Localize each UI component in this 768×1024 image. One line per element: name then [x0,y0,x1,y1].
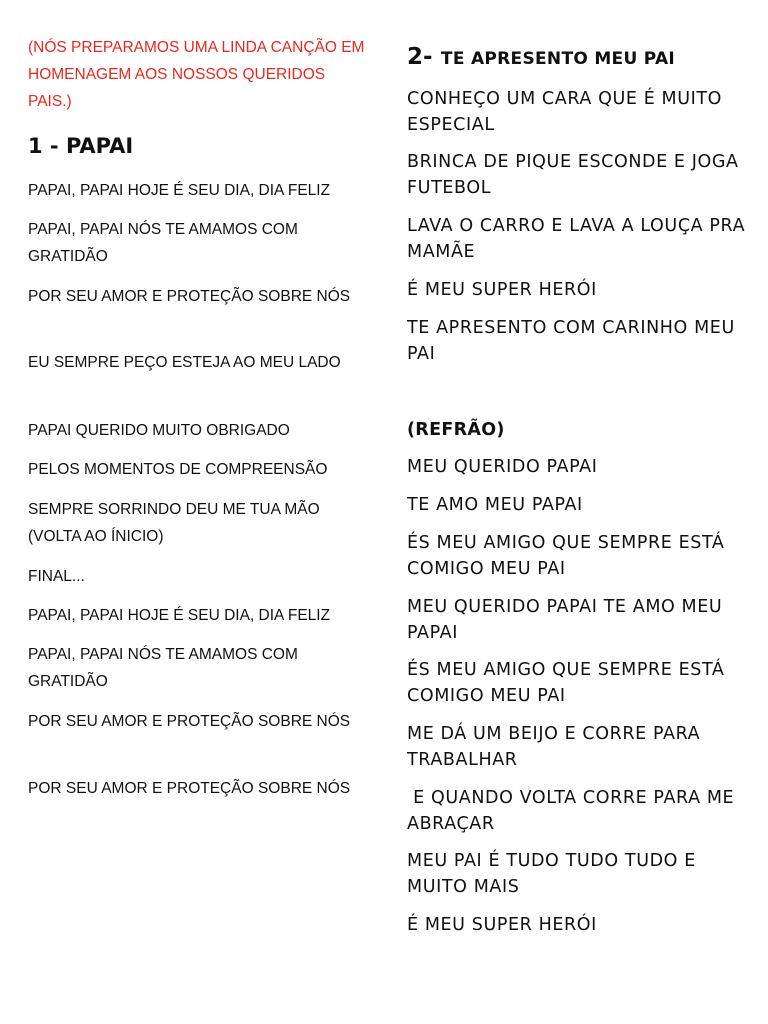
lyric-line: É MEU SUPER HERÓI [407,280,597,300]
lyric-line: SEMPRE SORRINDO DEU ME TUA MÃO (VOLTA AO ÍNICIO) [28,501,320,545]
lyric-line: POR SEU AMOR E PROTEÇÃO SOBRE NÓS [28,288,351,305]
song-title-text: TE APRESENTO MEU PAI [440,49,676,69]
lyric-line: PAPAI QUERIDO MUITO OBRIGADO [28,422,290,439]
lyric-line: POR SEU AMOR E PROTEÇÃO SOBRE NÓS [28,713,351,730]
refrao-line: ÉS MEU AMIGO QUE SEMPRE ESTÁ COMIGO MEU PAI [407,533,725,579]
lyric-line: PAPAI, PAPAI NÓS TE AMAMOS COM GRATIDÃO [28,646,298,690]
lyric-line: EU SEMPRE PEÇO ESTEJA AO MEU LADO [28,354,341,371]
lyric-line: TE APRESENTO COM CARINHO MEU PAI [407,318,735,364]
song-title-te-apresento [407,40,675,75]
lyric-line: POR SEU AMOR E PROTEÇÃO SOBRE NÓS [28,780,351,797]
refrao-line: MEU PAI É TUDO TUDO TUDO E MUITO MAIS [407,851,696,897]
refrao-line: ÉS MEU AMIGO QUE SEMPRE ESTÁ COMIGO MEU PAI [407,660,725,706]
lyric-line: PAPAI, PAPAI HOJE É SEU DIA, DIA FELIZ [28,607,331,624]
refrao-line: MEU QUERIDO PAPAI TE AMO MEU PAPAI [407,597,723,643]
song-number: 2- [407,44,433,70]
lyric-line: PAPAI, PAPAI NÓS TE AMAMOS COM GRATIDÃO [28,221,298,265]
refrao-line: TE AMO MEU PAPAI [407,495,583,515]
refrao-line: E QUANDO VOLTA CORRE PARA ME ABRAÇAR [407,788,741,834]
intro-note: (NÓS PREPARAMOS UMA LINDA CANÇÃO EM HOMENAGEM AOS NOSSOS QUERIDOS PAIS.) [28,39,365,110]
song-title-papai: 1 - PAPAI [28,134,134,158]
lyric-line: PAPAI, PAPAI HOJE É SEU DIA, DIA FELIZ [28,182,331,199]
refrao-line: MEU QUERIDO PAPAI [407,457,598,477]
refrao-line: É MEU SUPER HERÓI [407,915,597,935]
lyric-line: BRINCA DE PIQUE ESCONDE E JOGA FUTEBOL [407,152,739,198]
lyric-line: FINAL... [28,568,85,585]
refrao-label: (REFRÃO) [407,420,505,440]
lyric-line: PELOS MOMENTOS DE COMPREENSÃO [28,461,328,478]
lyric-line: CONHEÇO UM CARA QUE É MUITO ESPECIAL [407,89,723,135]
refrao-line: ME DÁ UM BEIJO E CORRE PARA TRABALHAR [407,724,701,770]
lyric-line: LAVA O CARRO E LAVA A LOUÇA PRA MAMÃE [407,216,746,262]
